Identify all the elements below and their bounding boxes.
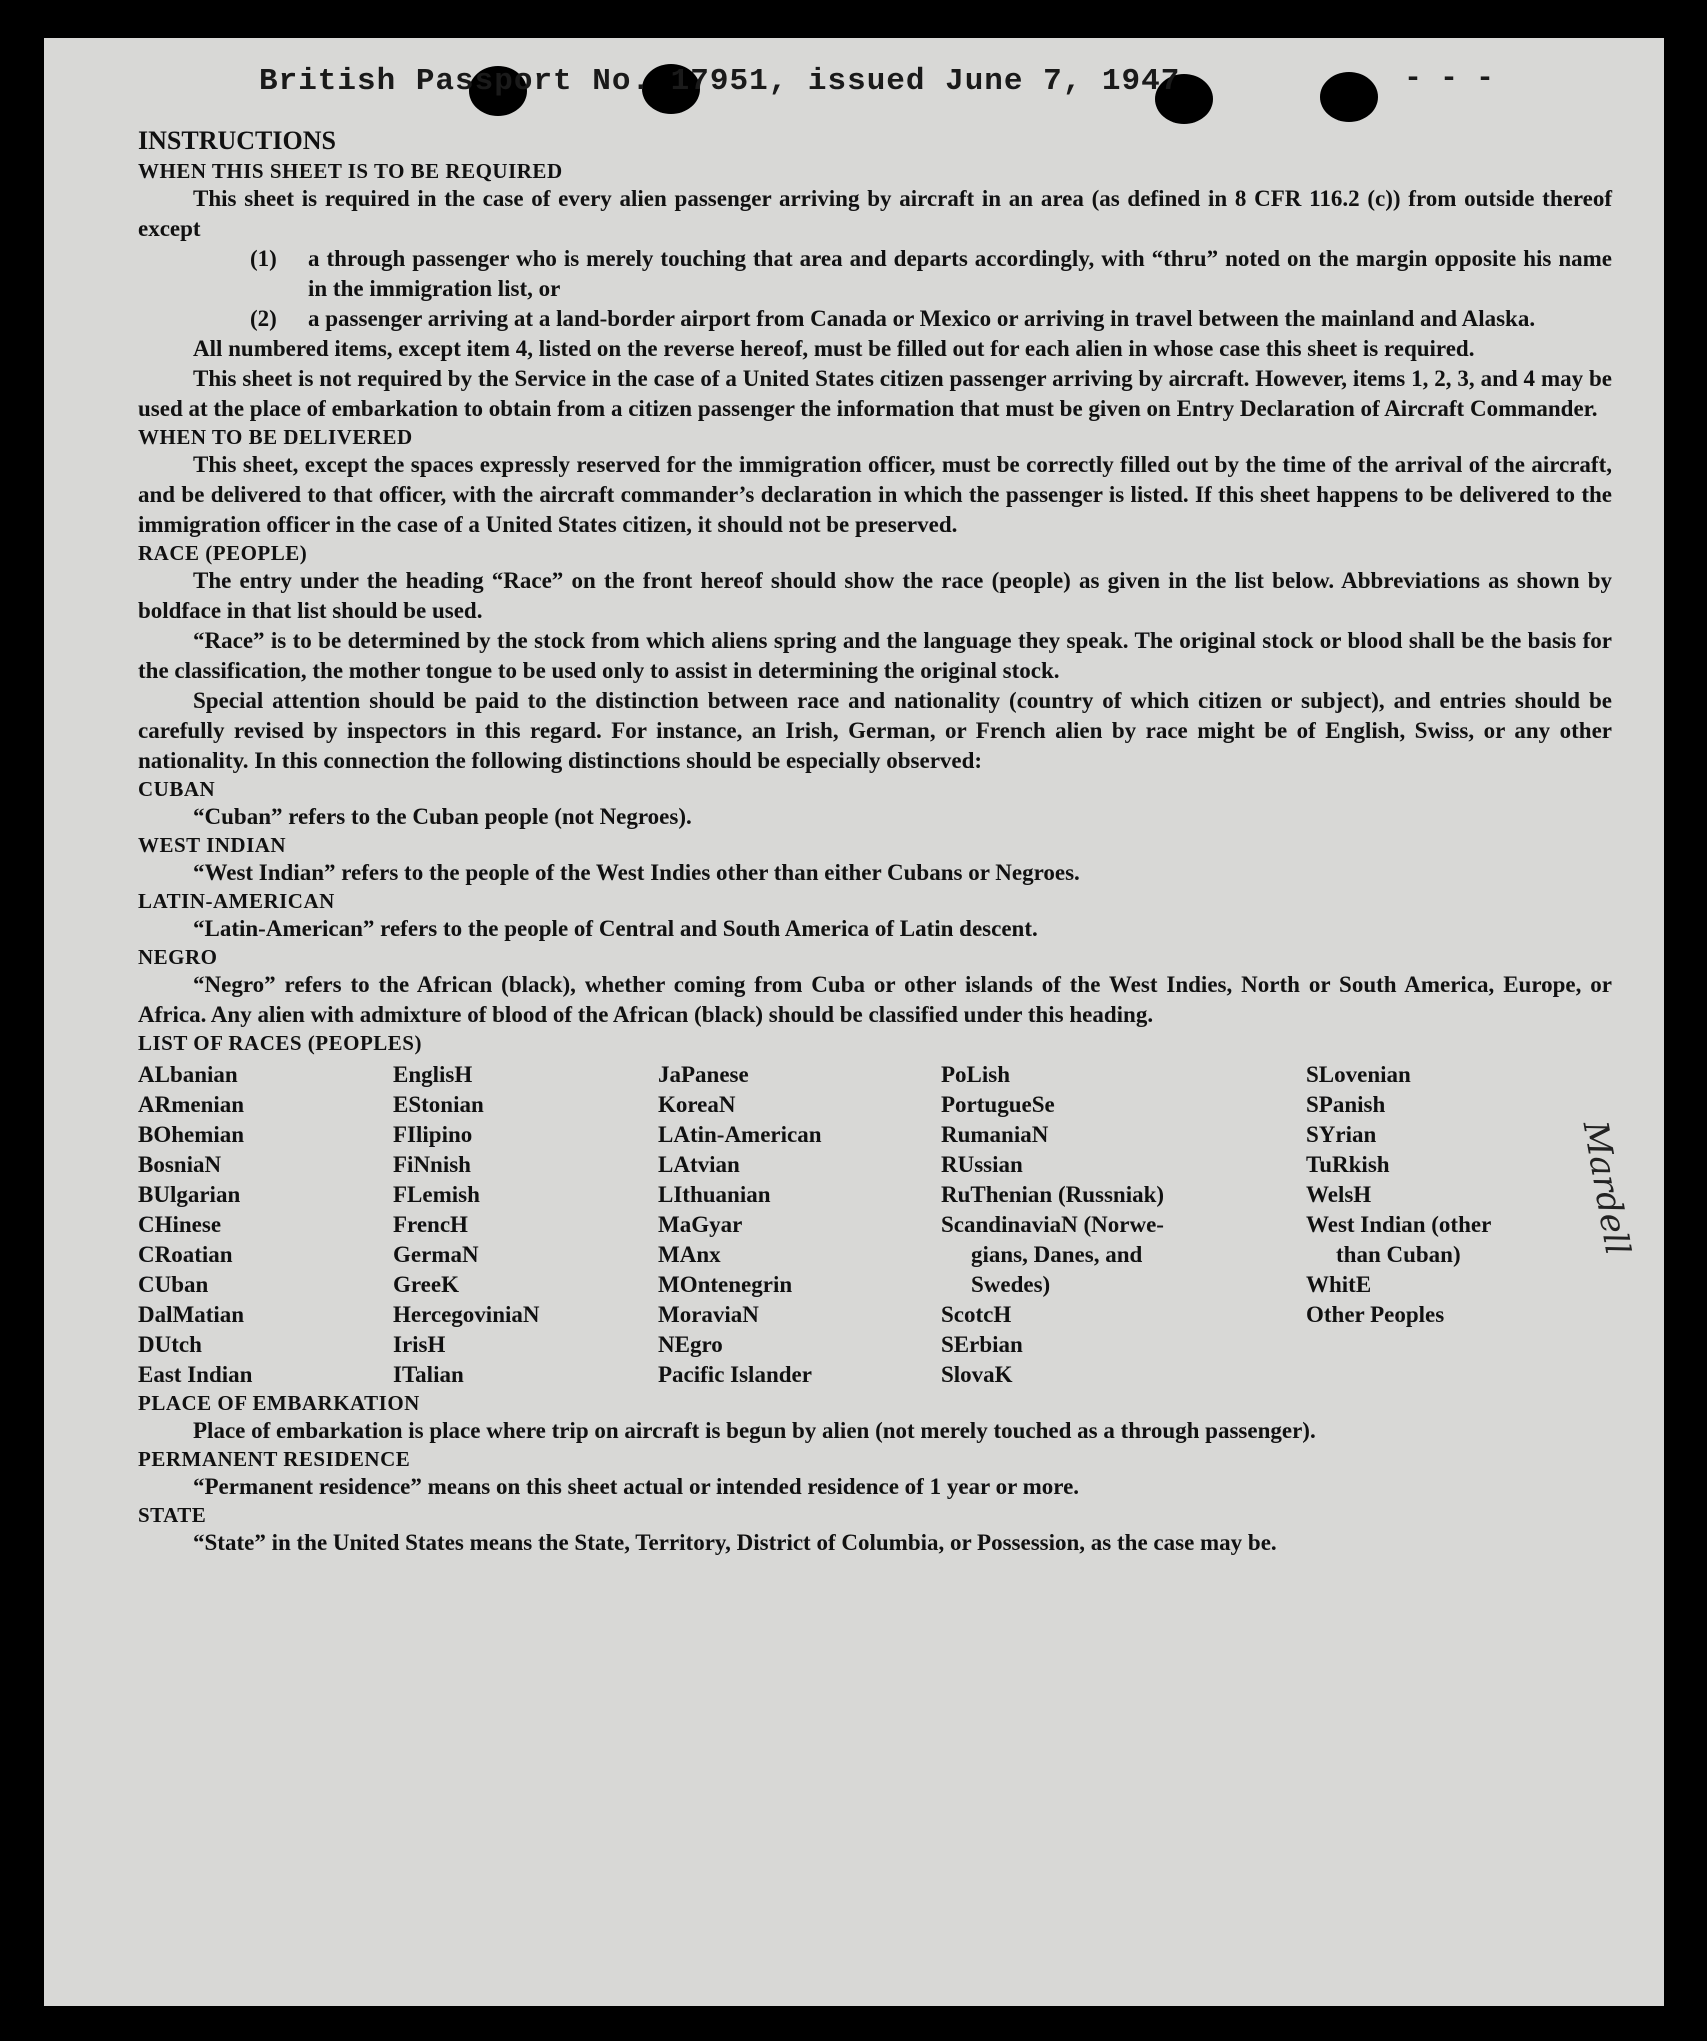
- race-entry: RUssian: [941, 1152, 1023, 1177]
- item-text: a through passenger who is merely touching that area and departs accordingly, with “thru” noted on the margin opposite his name in the immigration list, or: [308, 246, 1612, 301]
- race-list: [138, 1060, 1612, 1390]
- document-page: [44, 38, 1664, 2006]
- paragraph: “State” in the United States means the State, Territory, District of Columbia, or Possession, as the case may be.: [193, 1530, 1277, 1555]
- race-column: [138, 1060, 393, 1390]
- paragraph: Special attention should be paid to the distinction between race and nationality (country of which citizen or subject), and entries should be carefully revised by inspectors in this regard. For instance, an Irish, German, or French alien by race might be of English, Swiss, or any other nationality. In this connection the following distinctions should be especially observed:: [138, 688, 1612, 773]
- race-entry: PoLish: [941, 1062, 1011, 1087]
- paragraph: Place of embarkation is place where trip on aircraft is begun by alien (not merely touched as a through passenger).: [193, 1418, 1316, 1443]
- race-entry: ScandinaviaN (Norwe-: [941, 1212, 1164, 1237]
- race-entry: LAtin-American: [658, 1122, 822, 1147]
- race-entry: WhitE: [1306, 1272, 1372, 1297]
- race-entry: ITalian: [393, 1362, 464, 1387]
- race-entry: RuThenian (Russniak): [941, 1182, 1165, 1207]
- paragraph: “Permanent residence” means on this sheet actual or intended residence of 1 year or more.: [193, 1474, 1080, 1499]
- section-heading: PERMANENT RESIDENCE: [138, 1447, 411, 1471]
- race-entry: MoraviaN: [658, 1302, 759, 1327]
- typed-marks: - - -: [1404, 62, 1495, 96]
- race-entry: PortugueSe: [941, 1092, 1055, 1117]
- race-column: [941, 1060, 1306, 1390]
- race-entry: gians, Danes, and: [971, 1242, 1143, 1267]
- race-entry: Swedes): [971, 1272, 1051, 1297]
- race-entry: SPanish: [1306, 1092, 1386, 1117]
- race-entry: BOhemian: [138, 1122, 245, 1147]
- race-entry: EStonian: [393, 1092, 484, 1117]
- handwritten-signature: Mardell: [1574, 1118, 1638, 1258]
- paragraph: This sheet, except the spaces expressly reserved for the immigration officer, must be correctly filled out by the time of the arrival of the aircraft, and be delivered to that officer, with the aircraft commander’s declaration in which the passenger is listed. If this sheet happens to be delivered to the immigration officer in the case of a United States citizen, it should not be preserved.: [138, 452, 1612, 537]
- item-text: a passenger arriving at a land-border airport from Canada or Mexico or arriving in travel between the mainland and Alaska.: [308, 306, 1536, 331]
- race-entry: KoreaN: [658, 1092, 736, 1117]
- paragraph: “Negro” refers to the African (black), whether coming from Cuba or other islands of the West Indies, North or South America, Europe, or Africa. Any alien with admixture of blood of the African (black) should be classified under this heading.: [138, 972, 1612, 1027]
- race-entry: Pacific Islander: [658, 1362, 812, 1387]
- race-entry: JaPanese: [658, 1062, 749, 1087]
- section-heading: WHEN TO BE DELIVERED: [138, 425, 413, 449]
- race-entry: RumaniaN: [941, 1122, 1049, 1147]
- race-entry: Other Peoples: [1306, 1302, 1445, 1327]
- race-entry: than Cuban): [1336, 1242, 1461, 1267]
- race-entry: FLemish: [393, 1182, 480, 1207]
- section-heading: LIST OF RACES (PEOPLES): [138, 1031, 422, 1055]
- race-entry: ScotcH: [941, 1302, 1012, 1327]
- race-entry: LAtvian: [658, 1152, 740, 1177]
- list-item: [250, 304, 1612, 334]
- race-entry: TuRkish: [1306, 1152, 1390, 1177]
- race-entry: FIlipino: [393, 1122, 473, 1147]
- race-entry: SYrian: [1306, 1122, 1377, 1147]
- race-entry: EnglisH: [393, 1062, 473, 1087]
- race-entry: NEgro: [658, 1332, 723, 1357]
- race-entry: HercegoviniaN: [393, 1302, 540, 1327]
- item-number: (2): [250, 306, 277, 331]
- race-entry: GermaN: [393, 1242, 479, 1267]
- section-heading: LATIN-AMERICAN: [138, 889, 335, 913]
- paragraph: “Cuban” refers to the Cuban people (not Negroes).: [193, 804, 692, 829]
- race-entry: IrisH: [393, 1332, 446, 1357]
- race-entry: DUtch: [138, 1332, 202, 1357]
- section-heading: RACE (PEOPLE): [138, 541, 308, 565]
- paragraph: This sheet is required in the case of every alien passenger arriving by aircraft in an area (as defined in 8 CFR 116.2 (c)) from outside thereof except: [138, 186, 1612, 241]
- race-column: [1306, 1060, 1606, 1390]
- race-column: [393, 1060, 658, 1390]
- section-heading: CUBAN: [138, 777, 216, 801]
- race-entry: CUban: [138, 1272, 209, 1297]
- section-heading: PLACE OF EMBARKATION: [138, 1391, 420, 1415]
- paragraph: All numbered items, except item 4, listed on the reverse hereof, must be filled out for each alien in whose case this sheet is required.: [193, 336, 1475, 361]
- section-heading: WEST INDIAN: [138, 833, 287, 857]
- race-entry: ARmenian: [138, 1092, 245, 1117]
- race-entry: BosniaN: [138, 1152, 222, 1177]
- section-heading: NEGRO: [138, 945, 218, 969]
- paragraph: “West Indian” refers to the people of the West Indies other than either Cubans or Negroes.: [193, 860, 1080, 885]
- section-heading: STATE: [138, 1503, 207, 1527]
- paragraph: The entry under the heading “Race” on the front hereof should show the race (people) as given in the list below. Abbreviations as shown by boldface in that list should be used.: [138, 568, 1612, 623]
- race-entry: SErbian: [941, 1332, 1023, 1357]
- race-entry: MAnx: [658, 1242, 721, 1267]
- page-title: INSTRUCTIONS: [138, 126, 336, 155]
- race-entry: BUlgarian: [138, 1182, 241, 1207]
- race-entry: SLovenian: [1306, 1062, 1411, 1087]
- race-entry: ALbanian: [138, 1062, 238, 1087]
- race-column: [658, 1060, 941, 1390]
- race-entry: LIthuanian: [658, 1182, 771, 1207]
- race-entry: DalMatian: [138, 1302, 245, 1327]
- race-entry: CRoatian: [138, 1242, 233, 1267]
- race-entry: East Indian: [138, 1362, 253, 1387]
- instructions-body: [138, 124, 1612, 1558]
- race-entry: SlovaK: [941, 1362, 1013, 1387]
- list-item: [250, 244, 1612, 304]
- section-heading: WHEN THIS SHEET IS TO BE REQUIRED: [138, 159, 563, 183]
- race-entry: FrencH: [393, 1212, 468, 1237]
- race-entry: West Indian (other: [1306, 1212, 1492, 1237]
- paragraph: “Race” is to be determined by the stock from which aliens spring and the language they speak. The original stock or blood shall be the basis for the classification, the mother tongue to be used only to assist in determining the original stock.: [138, 628, 1612, 683]
- race-entry: FiNnish: [393, 1152, 471, 1177]
- race-entry: CHinese: [138, 1212, 222, 1237]
- race-entry: WelsH: [1306, 1182, 1372, 1207]
- paragraph: This sheet is not required by the Service in the case of a United States citizen passenger arriving by aircraft. However, items 1, 2, 3, and 4 may be used at the place of embarkation to obtain from a citizen passenger the information that must be given on Entry Declaration of Aircraft Commander.: [138, 366, 1612, 421]
- paragraph: “Latin-American” refers to the people of Central and South America of Latin descent.: [193, 916, 1038, 941]
- item-number: (1): [250, 246, 277, 271]
- race-entry: MaGyar: [658, 1212, 743, 1237]
- punch-hole: [1320, 72, 1378, 122]
- race-entry: MOntenegrin: [658, 1272, 793, 1297]
- race-entry: GreeK: [393, 1272, 459, 1297]
- typed-passport-header: British Passport No. 17951, issued June 7, 1947: [259, 64, 1181, 99]
